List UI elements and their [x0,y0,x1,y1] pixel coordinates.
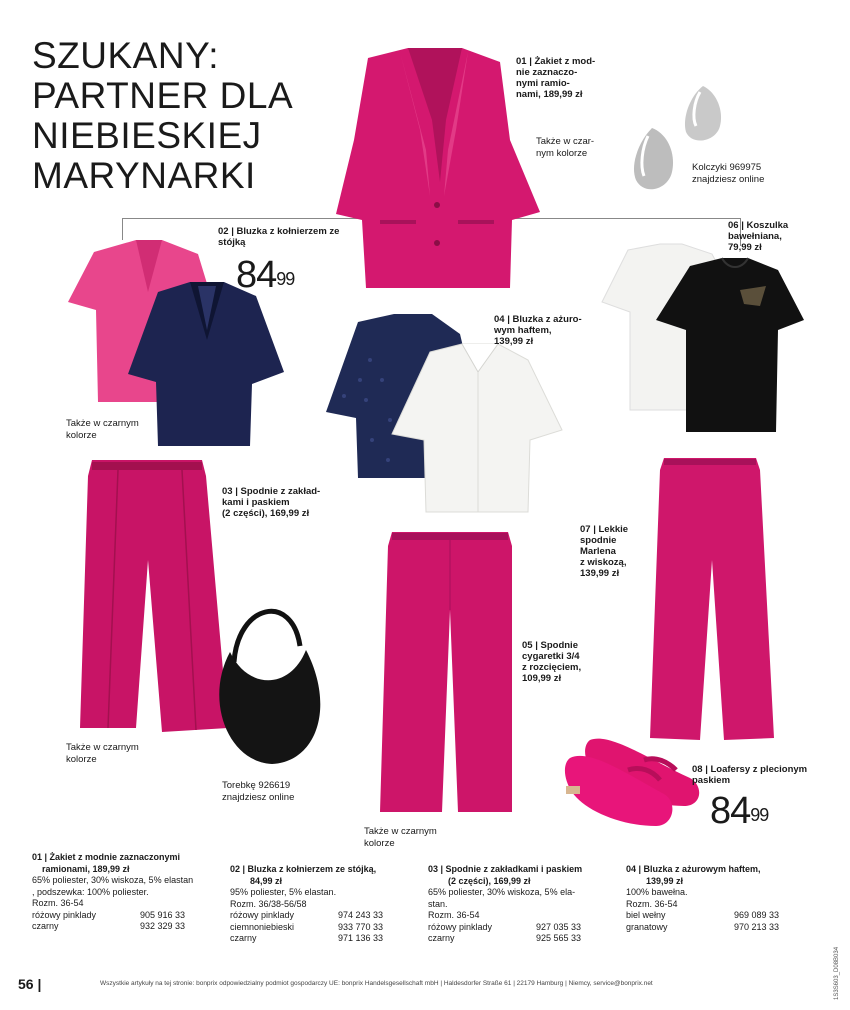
color-name: ciemnoniebieski [230,921,295,932]
note-line: kolorze [364,838,395,849]
article-number: 905 916 33 [140,909,186,920]
callout-line: z rozcięciem, [522,662,582,673]
article-number: 932 329 33 [140,921,186,931]
callout-line: 03 | Spodnie z zakład- [222,486,321,497]
callout-tshirt [728,220,788,253]
detail-row [32,910,222,922]
callout-line: 06 | Koszulka [728,220,789,231]
earrings-note [692,162,764,186]
blazer-image[interactable] [336,48,540,288]
callout-line: Marlena [580,546,616,557]
color-name: różowy pinklady [428,921,493,932]
callout-line: nymi ramio- [516,78,570,89]
callout-loafers [692,764,807,786]
detail-row [230,910,420,922]
detail-row [626,910,816,922]
detail-block-04 [626,864,816,933]
note-line: Torebkę 926619 [222,780,291,791]
callout-line: (2 części), 169,99 zł [222,508,310,519]
detail-line: 65% poliester, 30% wiskoza, 5% ela- [428,887,576,897]
callout-line: 04 | Bluzka z ażuro- [494,314,582,325]
detail-head: 02 | Bluzka z kołnierzem ze stójką, [230,864,377,874]
article-number: 971 136 33 [338,933,384,943]
detail-head: ramionami, 189,99 zł [42,863,130,874]
headline-line: SZUKANY: [32,35,219,76]
callout-line: 02 | Bluzka z kołnierzem ze [218,226,340,237]
callout-jacket [516,56,595,100]
callout-line: z wiskozą, [580,557,627,568]
cigarette-trousers-image[interactable] [380,532,512,812]
bag-note [222,780,294,804]
article-number: 970 213 33 [734,921,780,932]
detail-row [428,922,618,934]
article-number: 969 089 33 [734,910,780,920]
headline-line: NIEBIESKIEJ [32,115,262,156]
callout-line: bawełniana, [728,231,782,242]
callout-line: nie zaznaczo- [516,67,578,78]
detail-line: 100% bawełna. [626,887,688,897]
detail-row [428,933,618,945]
price-blouse-collar [236,256,294,294]
light-trousers-image[interactable] [650,458,774,740]
callout-line: stójką [218,237,246,248]
callout-line: 139,99 zł [580,568,620,579]
detail-line: Rozm. 36-54 [626,898,678,909]
callout-line: paskiem [692,775,731,786]
detail-row [230,933,420,945]
callout-line: 05 | Spodnie [522,640,578,651]
detail-line: Rozm. 36-54 [32,898,84,908]
callout-light-trousers [580,524,628,579]
detail-line: 95% poliester, 5% elastan. [230,887,337,897]
legal-note: Wszystkie artykuły na tej stronie: bonprix odpowiedzialny podmiot gospodarczy UE: bonprix Handelsgesellschaft mbH | Haldesdorfer Straße 61 | 22179 Hamburg | Niemcy, service@bonprix.net [100,980,653,987]
detail-row [626,922,816,934]
callout-line: 109,99 zł [522,673,562,684]
detail-line: stan. [428,898,448,909]
note-line: Kolczyki 969975 [692,162,762,173]
detail-line: Rozm. 36-54 [428,910,480,920]
callout-blouse-collar [218,226,339,248]
callout-line: spodnie [580,535,617,546]
detail-head: 139,99 zł [646,875,684,886]
note-line: Także w czar- [536,136,595,147]
price-main: 84 [710,790,751,832]
callout-cigarette-trousers-note [364,826,437,850]
callout-line: 139,99 zł [494,336,534,347]
article-number: 974 243 33 [338,910,384,920]
detail-head: (2 części), 169,99 zł [448,875,531,886]
article-number: 933 770 33 [338,921,384,932]
color-name: różowy pinklady [230,910,295,920]
price-main: 84 [236,254,277,296]
note-line: Także w czarnym [66,418,139,429]
detail-head: 01 | Żakiet z modnie zaznaczonymi [32,852,181,862]
article-number: 927 035 33 [536,921,582,932]
callout-line: 01 | Żakiet z mod- [516,56,596,67]
color-name: czarny [428,933,455,943]
callout-line: 07 | Lekkie [580,524,629,535]
page-number: 56 | [18,976,42,992]
detail-block-01 [32,852,222,933]
detail-block-03 [428,864,618,945]
color-name: biel wełny [626,910,666,920]
pleated-trousers-image[interactable] [80,460,228,732]
detail-head: 03 | Spodnie z zakładkami i paskiem [428,864,583,874]
note-line: znajdziesz online [692,174,765,185]
black-bag-image[interactable] [219,611,320,764]
detail-block-02 [230,864,420,945]
callout-line: 79,99 zł [728,242,762,253]
callout-cigarette-trousers [522,640,581,684]
callout-line: cygaretki 3/4 [522,651,580,662]
color-name: różowy pinklady [32,909,97,920]
callout-pleated-trousers-note [66,742,139,766]
loafers-image[interactable] [565,739,699,826]
color-name: czarny [230,933,257,943]
detail-row [230,922,420,934]
note-line: kolorze [66,754,97,765]
price-loafers [710,792,768,830]
color-name: czarny [32,921,59,931]
note-line: Także w czarnym [66,742,139,753]
callout-line: wym haftem, [494,325,552,336]
note-line: kolorze [66,430,97,441]
callout-pleated-trousers [222,486,320,519]
headline-line: PARTNER DLA [32,75,294,116]
headline-line: MARYNARKI [32,155,256,196]
note-line: nym kolorze [536,148,588,159]
detail-head: 84,99 zł [250,875,283,886]
color-name: granatowy [626,921,668,932]
price-cents: 99 [276,269,295,289]
note-line: Także w czarnym [364,826,437,837]
price-cents: 99 [750,805,769,825]
callout-blouse-collar-note [66,418,139,442]
catalog-code: 1S3S603_D08B034 [834,946,840,1000]
callout-line: nami, 189,99 zł [516,89,583,100]
detail-head: 04 | Bluzka z ażurowym haftem, [626,864,761,874]
article-number: 925 565 33 [536,933,582,943]
callout-eyelet-blouse [494,314,582,347]
detail-row [32,921,222,933]
callout-line: 08 | Loafersy z plecionym [692,764,808,775]
detail-line: 65% poliester, 30% wiskoza, 5% elastan [32,875,194,885]
callout-line: kami i paskiem [222,497,290,508]
callout-jacket-note [536,136,594,160]
note-line: znajdziesz online [222,792,295,803]
detail-line: Rozm. 36/38-56/58 [230,898,307,909]
detail-line: , podszewka: 100% poliester. [32,886,149,897]
